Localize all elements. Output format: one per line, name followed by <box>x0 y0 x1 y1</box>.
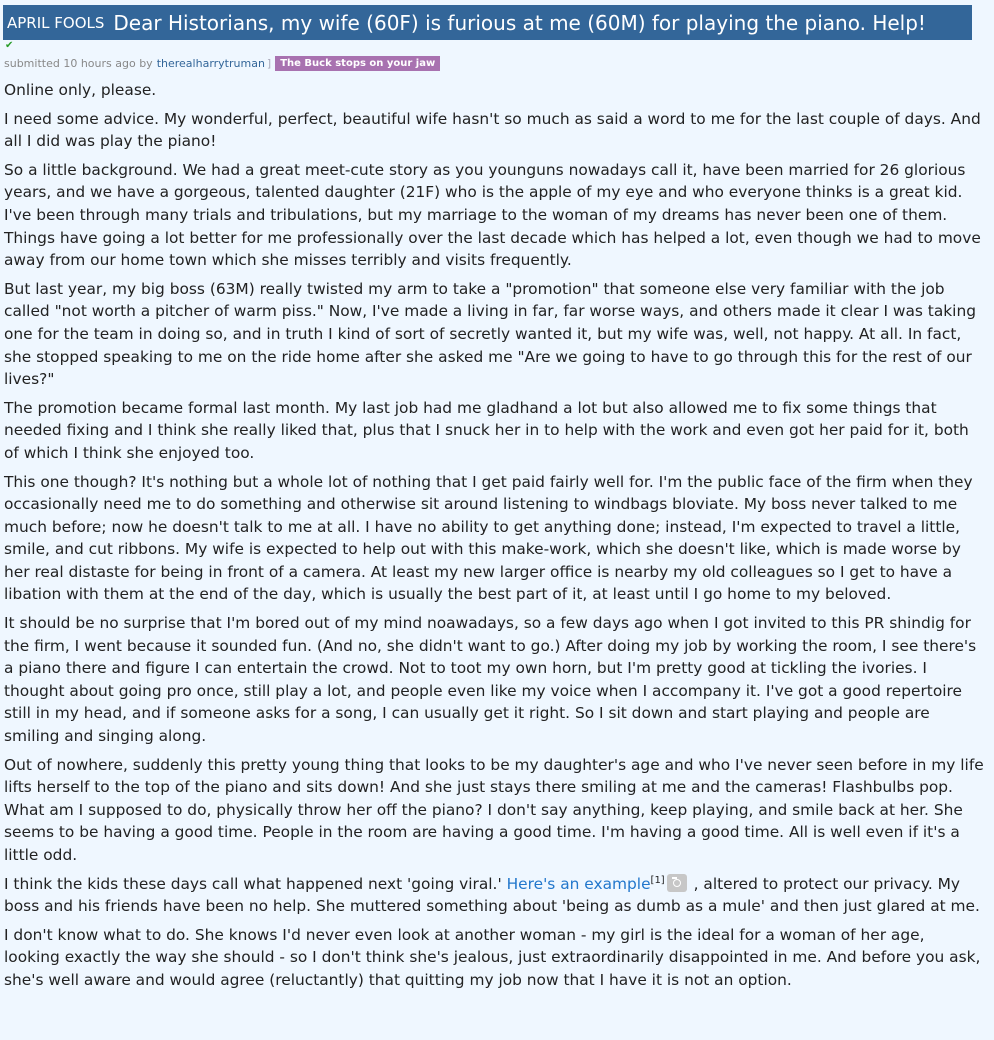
check-icon: ✔ <box>5 40 14 51</box>
post-body <box>4 79 984 998</box>
paragraph: Online only, please. <box>4 81 157 99</box>
footnote-ref: [1] <box>650 874 665 886</box>
example-link[interactable]: Here's an example <box>506 874 651 893</box>
paragraph: I need some advice. My wonderful, perfect, beautiful wife hasn't so much as said a word to me for the last couple of days. And all I did was play the piano! <box>4 109 981 151</box>
paragraph: Out of nowhere, suddenly this pretty young thing that looks to be my daughter's age and who I've never seen before in my life lifts herself to the top of the piano and sits down! And she just stays there smiling at me and the cameras! Flashbulbs pop. What am I supposed to do, physically throw her off the piano? I don't say anything, keep playing, and smile back at her. She seems to be having a good time. People in the room are having a good time. I'm having a good time. All is well even if it's a little odd. <box>4 755 984 864</box>
submitted-text: submitted 10 hours ago by <box>4 56 153 70</box>
viral-text-after: , altered to protect our privacy. My boss and his friends have been no help. She muttered something about 'being as dumb as a mule' and then just glared at me. <box>4 874 980 916</box>
user-flair-badge: The Buck stops on your jaw <box>275 56 440 71</box>
tagline <box>4 54 440 72</box>
paragraph: This one though? It's nothing but a whole lot of nothing that I get paid fairly well for. I'm the public face of the firm when they occasionally need me to do something and otherwise sit around listening to windbags bloviate. My boss never talked to me much before; now he doesn't talk to me at all. I have no ability to get anything done; instead, I'm expected to travel a little, smile, and cut ribbons. My wife is expected to help out with this make-work, which she doesn't like, which is made worse by her real distaste for being in front of a camera. At least my new larger office is nearby my old colleagues so I get to have a libation with them at the end of the day, which is usually the best part of it, at least until I go home to my beloved. <box>4 472 973 604</box>
author-link[interactable]: therealharrytruman <box>156 56 265 70</box>
tagline-separator: ] <box>266 56 272 70</box>
paragraph: So a little background. We had a great meet-cute story as you younguns nowadays call it, have been married for 26 glorious years, and we have a gorgeous, talented daughter (21F) who is the apple of my eye and who everyone thinks is a great kid. I've been through many trials and tribulations, but my marriage to the woman of my dreams has never been one of them. Things have going a lot better for me professionally over the last decade which has helped a lot, even though we had to move away from our home town which she misses terribly and visits frequently. <box>4 160 981 270</box>
viral-text-before: I think the kids these days call what happened next 'going viral.' <box>4 874 507 893</box>
paragraph: I don't know what to do. She knows I'd never even look at another woman - my girl is the ideal for a woman of her age, looking exactly the way she should - so I don't think she's jealous, just extraordinarily disappointed in me. And before you ask, she's well aware and would agree (reluctantly) that quitting my job now that I have it is not an option. <box>4 925 981 989</box>
paragraph-viral <box>4 873 984 918</box>
post-title[interactable]: Dear Historians, my wife (60F) is furious at me (60M) for playing the piano. Help! <box>113 10 926 35</box>
paragraph: The promotion became formal last month. My last job had me gladhand a lot but also allowed me to fix some things that needed fixing and I think she really liked that, plus that I snuck her in to help with the work and even got her paid for it, both of which I think she enjoyed too. <box>4 398 969 462</box>
post-flair[interactable]: APRIL FOOLS <box>7 13 105 32</box>
camera-icon[interactable] <box>667 874 687 892</box>
paragraph: It should be no surprise that I'm bored out of my mind noawadays, so a few days ago when I got invited to this PR shindig for the firm, I went because it sounded fun. (And no, she didn't want to go.) After doing my job by working the room, I see there's a piano there and figure I can entertain the crowd. Not to toot my own horn, but I'm pretty good at tickling the ivories. I thought about going pro once, still play a lot, and people even like my voice when I accompany it. I've got a good repertoire still in my head, and if someone asks for a song, I can usually get it right. So I sit down and start playing and people are smiling and singing along. <box>4 614 977 746</box>
paragraph: But last year, my big boss (63M) really twisted my arm to take a "promotion" that someone else very familiar with the job called "not worth a pitcher of warm piss." Now, I've made a living in far, far worse ways, and others made it clear I was taking one for the team in doing so, and in truth I kind of sort of secretly wanted it, but my wife was, well, not happy. At all. In fact, she stopped speaking to me on the ride home after she asked me "Are we going to have to go through this for the rest of our lives?" <box>4 279 976 389</box>
title-bar <box>3 5 972 40</box>
